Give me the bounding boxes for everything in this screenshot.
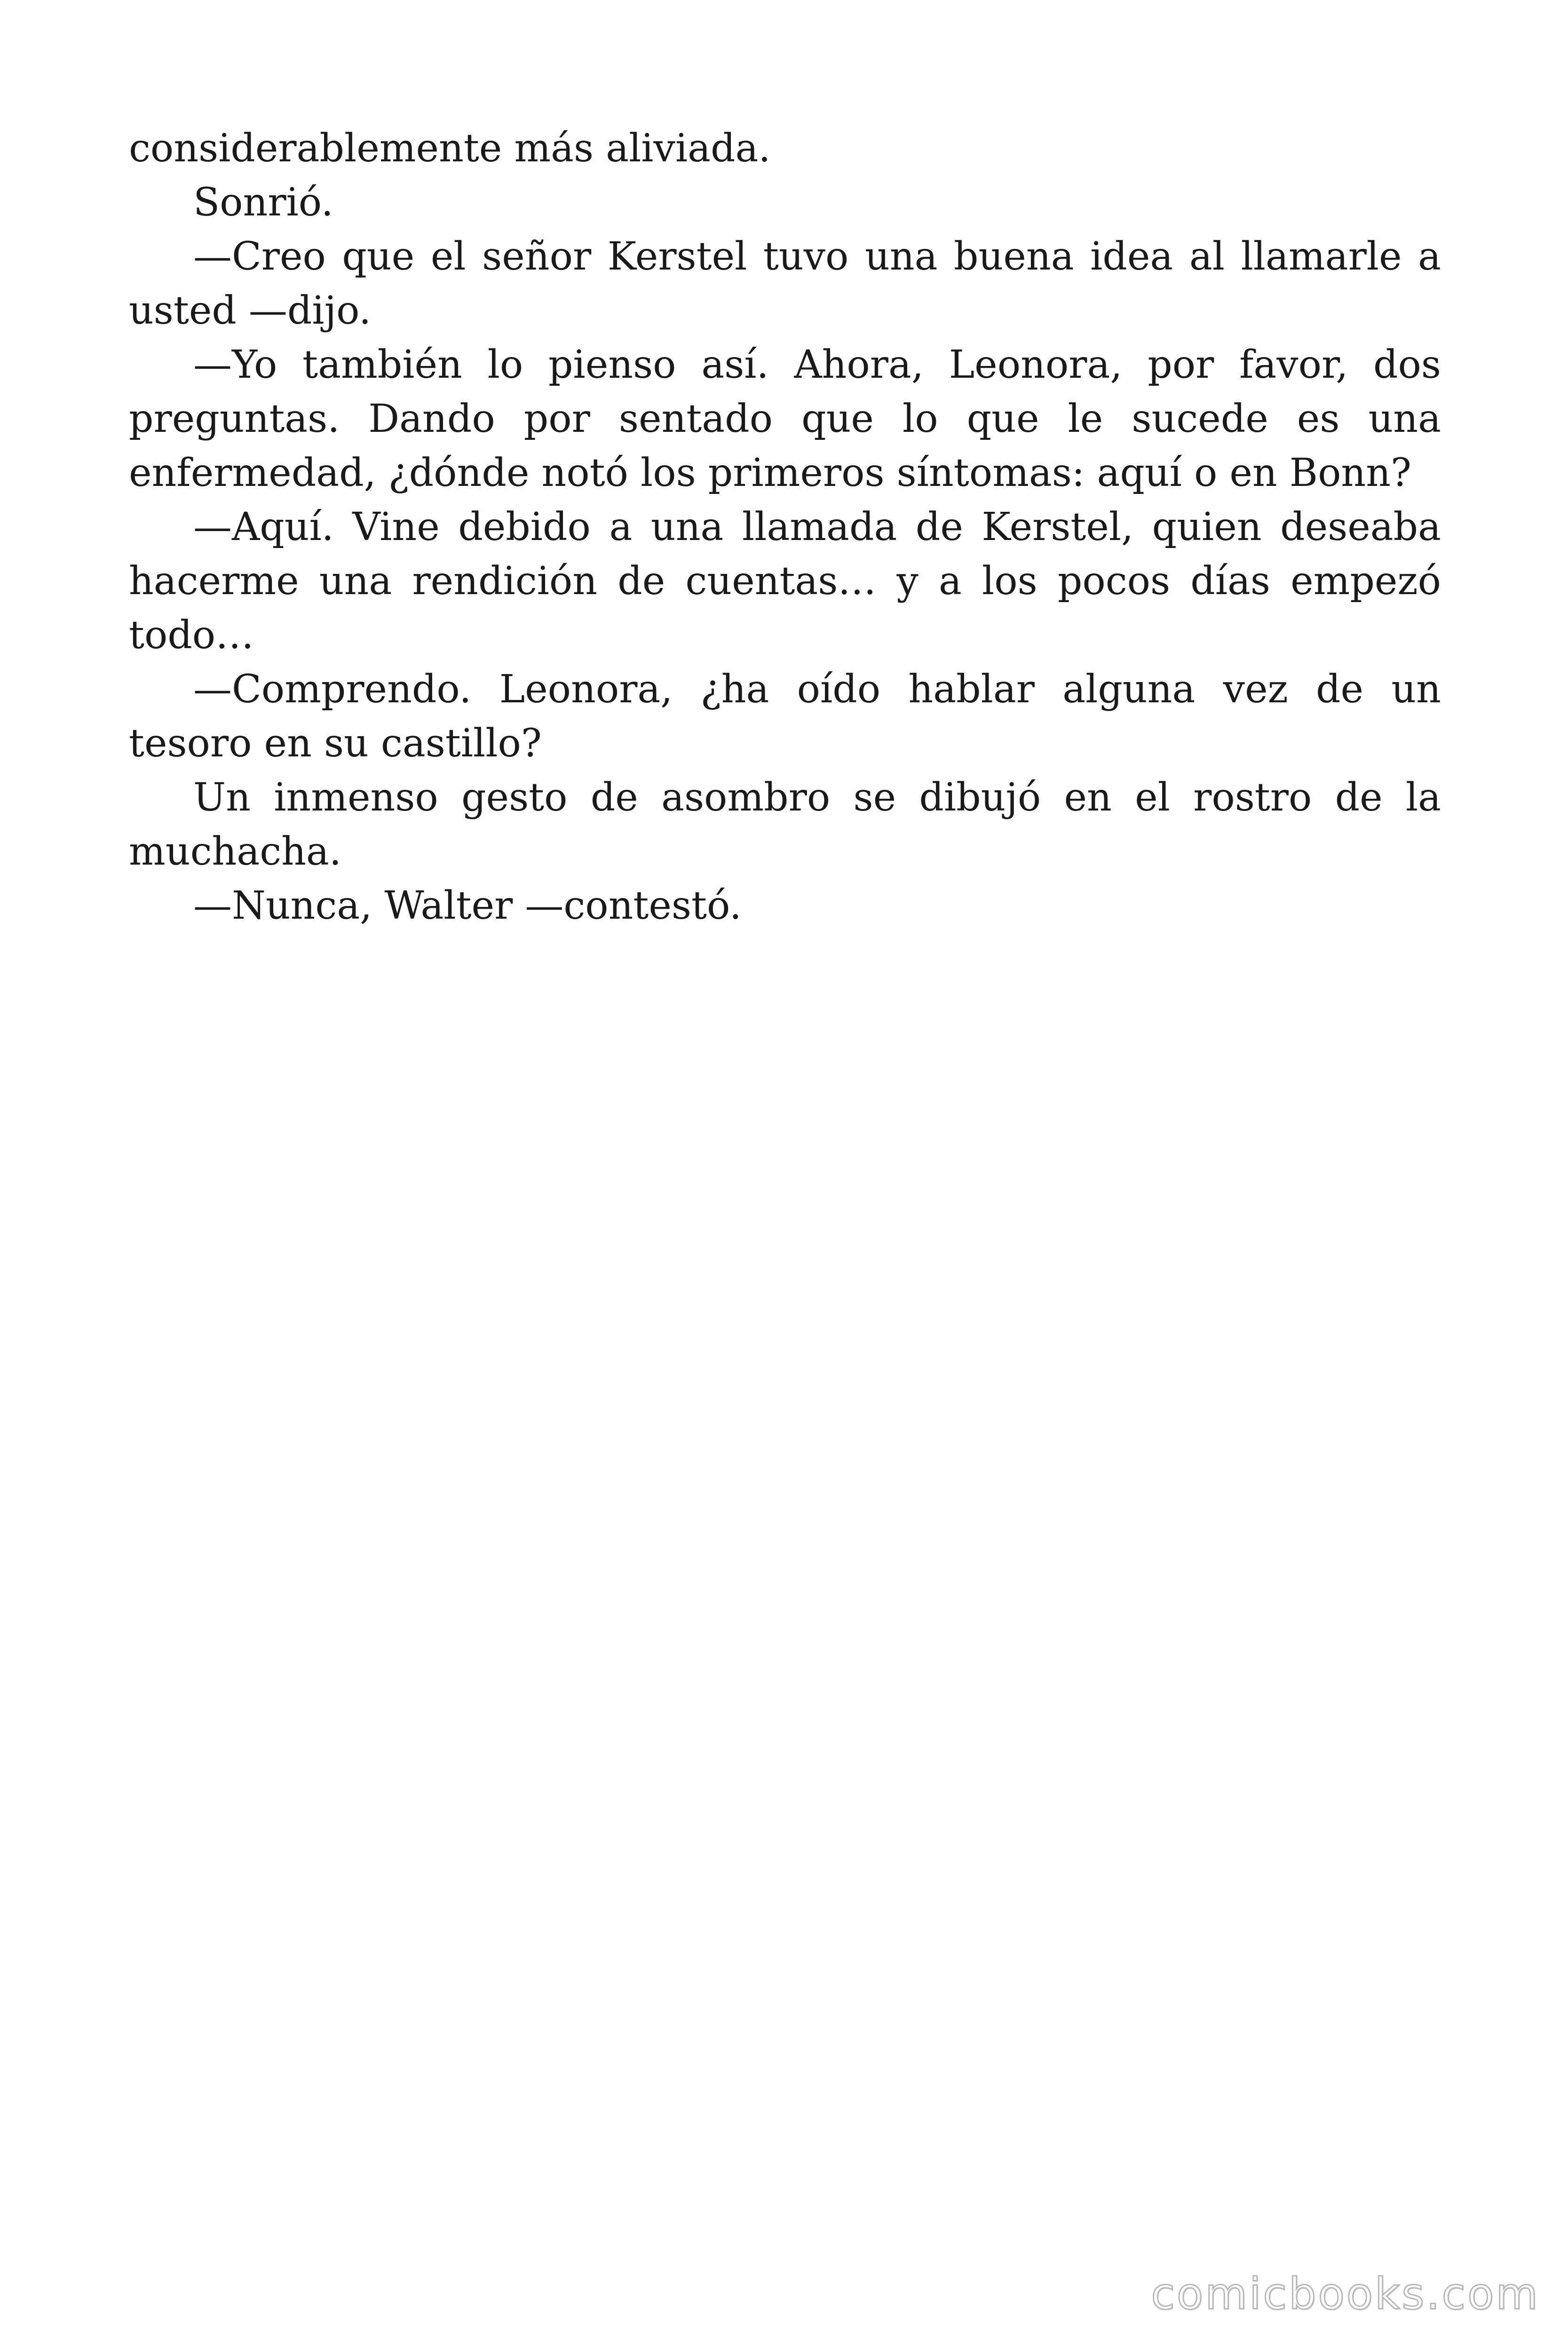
paragraph-continuation: considerablemente más aliviada. — [129, 126, 771, 171]
body-text — [129, 121, 1441, 933]
watermark-text: comicbooks.com — [1151, 2269, 1540, 2319]
paragraph-dialogue: —Aquí. Vine debido a una llamada de Kerstel, quien deseaba hacerme una rendición de cuentas… y a los pocos días empezó todo… — [129, 505, 1441, 658]
paragraph-dialogue: —Creo que el señor Kerstel tuvo una buena idea al llamarle a usted —dijo. — [129, 234, 1441, 333]
paragraph: Un inmenso gesto de asombro se dibujó en el rostro de la muchacha. — [129, 775, 1441, 874]
paragraph: Sonrió. — [193, 180, 333, 225]
paragraph-dialogue: —Nunca, Walter —contestó. — [193, 883, 742, 928]
paragraph-dialogue: —Yo también lo pienso así. Ahora, Leonora, por favor, dos preguntas. Dando por sentado que lo que le sucede es una enfermedad, ¿dónde notó los primeros síntomas: aquí o en Bonn? — [129, 342, 1441, 495]
paragraph-dialogue: —Comprendo. Leonora, ¿ha oído hablar alguna vez de un tesoro en su castillo? — [129, 667, 1441, 766]
